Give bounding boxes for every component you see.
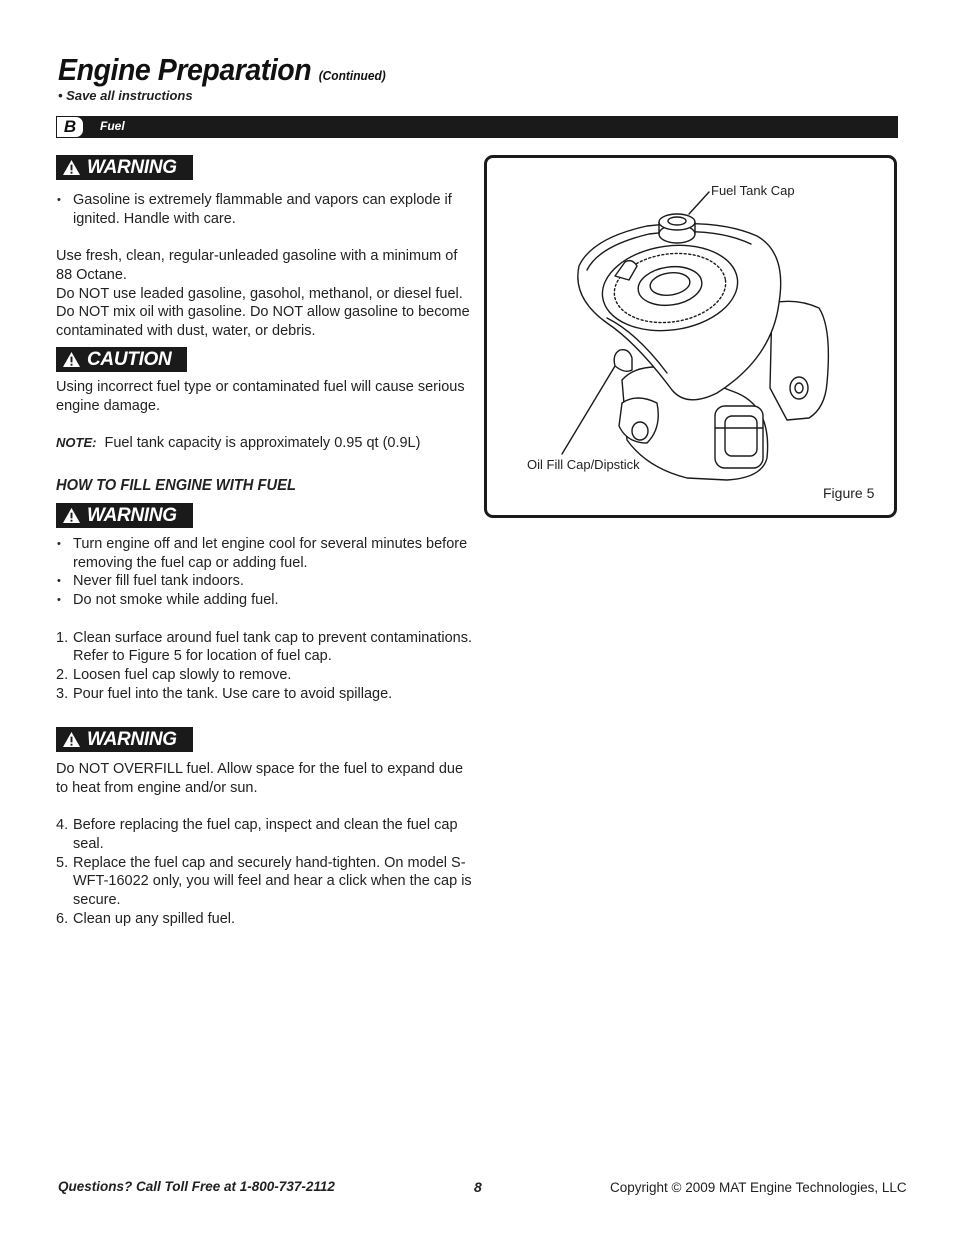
step-text: Pour fuel into the tank. Use care to avoid spillage. [73,685,393,702]
caution-icon [62,351,81,368]
fuel-prohibition-paragraph: Do NOT use leaded gasoline, gasohol, methanol, or diesel fuel. Do NOT mix oil with gasoline. Do NOT allow gasoline to become contaminated with dust, water, or debris. [56,285,470,339]
title-text: Engine Preparation [58,52,312,87]
page-title [58,52,386,88]
step-text: Clean surface around fuel tank cap to prevent contaminations. Refer to Figure 5 for location of fuel cap. [73,629,472,665]
warning-badge [56,727,193,752]
figure-5 [484,155,897,518]
step-text: Loosen fuel cap slowly to remove. [73,666,292,683]
step-number: 4. [56,817,69,834]
step-text: Clean up any spilled fuel. [73,910,236,927]
title-continued: (Continued) [318,68,386,83]
step-item [56,666,476,685]
note-label: NOTE: [56,435,97,451]
footer-questions: Questions? Call Toll Free at 1-800-737-2112 [58,1179,335,1194]
step-number: 6. [56,910,69,927]
step-text: Replace the fuel cap and securely hand-tighten. On model S-WFT-16022 only, you will feel and hear a click when the cap is secure. [73,854,472,908]
list-item: • Gasoline is extremely flammable and vapors can explode if ignited. Handle with care. [56,191,476,228]
warning1-text [56,191,476,341]
overfill-paragraph: Do NOT OVERFILL fuel. Allow space for the fuel to expand due to heat from engine and/or sun. [56,761,464,796]
step-number: 1. [56,629,69,646]
step-number: 5. [56,854,69,871]
warning-icon [62,507,81,524]
step-item [56,629,476,666]
warning-label: WARNING [87,504,177,526]
step-number: 2. [56,666,69,683]
engine-illustration [487,158,894,515]
warning-label: WARNING [87,156,177,178]
warning-label: WARNING [87,728,177,750]
step-item [56,816,476,853]
list-item: • Never fill fuel tank indoors. [56,572,476,591]
step-text: Before replacing the fuel cap, inspect and clean the fuel cap seal. [73,817,458,852]
step-number: 3. [56,685,69,702]
note [56,434,476,453]
step-item [56,910,476,929]
step-item [56,854,476,910]
caution-text [56,378,476,453]
warning-badge [56,503,193,528]
caution-label: CAUTION [87,348,172,370]
warning3-text [56,760,476,928]
warning-icon [62,731,81,748]
step-item [56,685,476,704]
section-letter: B [56,116,84,138]
oil-fill-cap-label: Oil Fill Cap/Dipstick [527,457,640,472]
list-item: • Do not smoke while adding fuel. [56,591,476,610]
figure-caption: Figure 5 [823,485,875,501]
warning-icon [62,159,81,176]
footer-copyright: Copyright © 2009 MAT Engine Technologies, LLC [610,1180,907,1195]
howto-text [56,535,476,703]
section-label: Fuel [100,119,125,133]
section-bar [56,116,898,138]
list-item: • Turn engine off and let engine cool for several minutes before removing the fuel cap or adding fuel. [56,535,476,572]
howto-heading: HOW TO FILL ENGINE WITH FUEL [56,477,296,494]
caution-paragraph: Using incorrect fuel type or contaminated fuel will cause serious engine damage. [56,379,465,414]
page-subtitle: • Save all instructions [58,88,193,103]
fuel-tank-cap-label: Fuel Tank Cap [711,183,795,198]
note-text: Fuel tank capacity is approximately 0.95 qt (0.9L) [104,435,421,452]
page-number: 8 [474,1179,482,1195]
fuel-spec-paragraph: Use fresh, clean, regular-unleaded gasoline with a minimum of 88 Octane. [56,248,458,283]
warning-badge [56,155,193,180]
caution-badge [56,347,187,372]
